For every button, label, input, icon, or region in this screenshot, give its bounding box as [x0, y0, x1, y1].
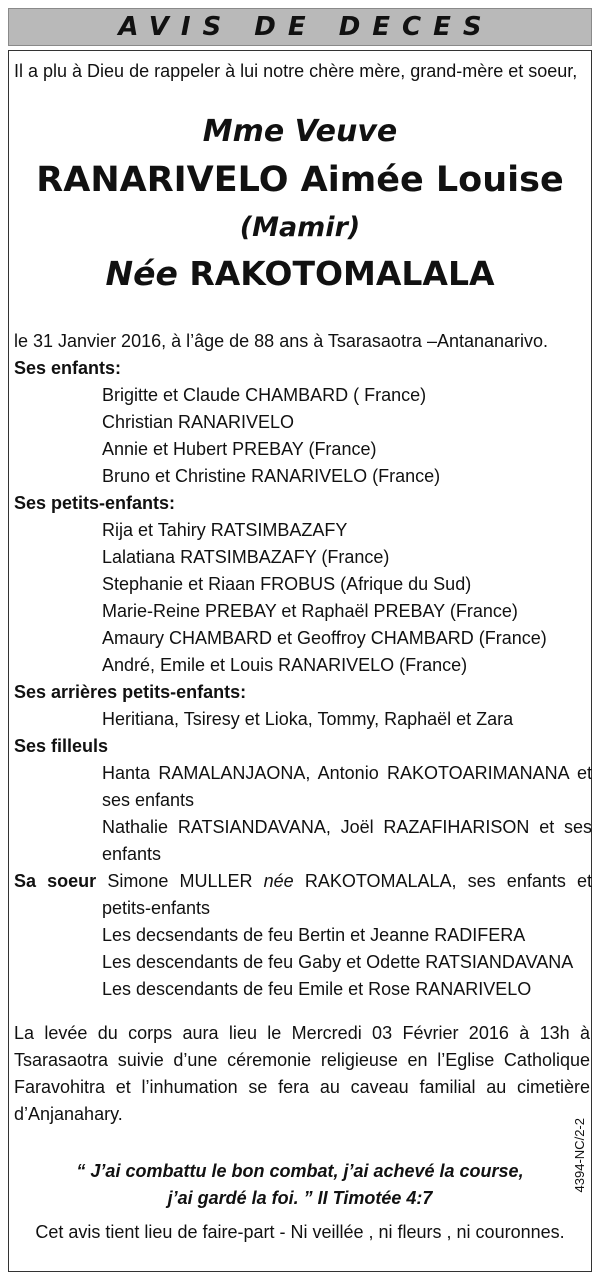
deceased-nickname: (Mamir): [239, 212, 361, 243]
sister-name: Simone MULLER: [107, 871, 253, 891]
sister-heading: Sa soeur: [14, 871, 97, 891]
list-item: Les descendants de feu Emile et Rose RANARIVELO: [102, 979, 532, 999]
quote-line-2: j’ai gardé la foi. ” II Timotée 4:7: [167, 1188, 433, 1208]
deceased-title: Mme Veuve: [202, 114, 398, 149]
list-item: petits-enfants: [102, 898, 211, 918]
list-item: Hanta RAMALANJAONA, Antonio RAKOTOARIMANANA et: [102, 763, 592, 783]
list-item: Heritiana, Tsiresy et Lioka, Tommy, Raphaël et Zara: [102, 709, 514, 729]
list-item: Bruno et Christine RANARIVELO (France): [102, 466, 441, 486]
maiden-name: RAKOTOMALALA: [189, 254, 495, 293]
date-line: le 31 Janvier 2016, à l’âge de 88 ans à Tsarasaotra –Antananarivo.: [14, 331, 549, 351]
bible-quote: [8, 1158, 592, 1212]
list-item: Stephanie et Riaan FROBUS (Afrique du Sud): [102, 574, 472, 594]
notice-title: AVIS DE DECES: [118, 12, 494, 42]
list-item: Les decsendants de feu Bertin et Jeanne RADIFERA: [102, 925, 526, 945]
list-item: Les descendants de feu Gaby et Odette RATSIANDAVANA: [102, 952, 574, 972]
list-item: ses enfants: [102, 790, 195, 810]
children-heading: Ses enfants:: [14, 358, 122, 378]
reference-code: 4394-NC/2-2: [572, 1118, 587, 1193]
list-item: Rija et Tahiry RATSIMBAZAFY: [102, 520, 348, 540]
list-item: Marie-Reine PREBAY et Raphaël PREBAY (France): [102, 601, 518, 621]
deceased-maiden-name: [8, 254, 592, 293]
great-grandchildren-heading: Ses arrières petits-enfants:: [14, 682, 247, 702]
footer-note: Cet avis tient lieu de faire-part - Ni veillée , ni fleurs , ni couronnes.: [35, 1222, 565, 1242]
list-item: Annie et Hubert PREBAY (France): [102, 439, 377, 459]
intro-text: Il a plu à Dieu de rappeler à lui notre chère mère, grand-mère et soeur,: [14, 61, 578, 81]
deceased-name: RANARIVELO Aimée Louise: [36, 160, 564, 200]
sister-line: [14, 868, 592, 895]
sister-nee: née: [263, 871, 294, 891]
sister-rest: RAKOTOMALALA, ses enfants et: [304, 871, 592, 891]
list-item: Nathalie RATSIANDAVANA, Joël RAZAFIHARISON et ses: [102, 817, 592, 837]
quote-line-1: “ J’ai combattu le bon combat, j’ai achevé la course,: [76, 1161, 524, 1181]
family-list: [14, 328, 592, 1003]
list-item: Lalatiana RATSIMBAZAFY (France): [102, 547, 390, 567]
funeral-details: La levée du corps aura lieu le Mercredi 03 Février 2016 à 13h à Tsarasaotra suivie d’une céremonie religieuse en l’Eglise Catholique Faravohitra et l’inhumation se fera au caveau familial au cimetière d’Anjanahary.: [14, 1023, 590, 1124]
list-item: Amaury CHAMBARD et Geoffroy CHAMBARD (France): [102, 628, 547, 648]
list-item: André, Emile et Louis RANARIVELO (France): [102, 655, 468, 675]
list-item: Brigitte et Claude CHAMBARD ( France): [102, 385, 427, 405]
nee-label: Née: [105, 254, 178, 293]
grandchildren-heading: Ses petits-enfants:: [14, 493, 176, 513]
list-item: Christian RANARIVELO: [102, 412, 295, 432]
list-item: enfants: [102, 844, 162, 864]
godchildren-heading: Ses filleuls: [14, 736, 109, 756]
header-banner: [8, 8, 592, 46]
